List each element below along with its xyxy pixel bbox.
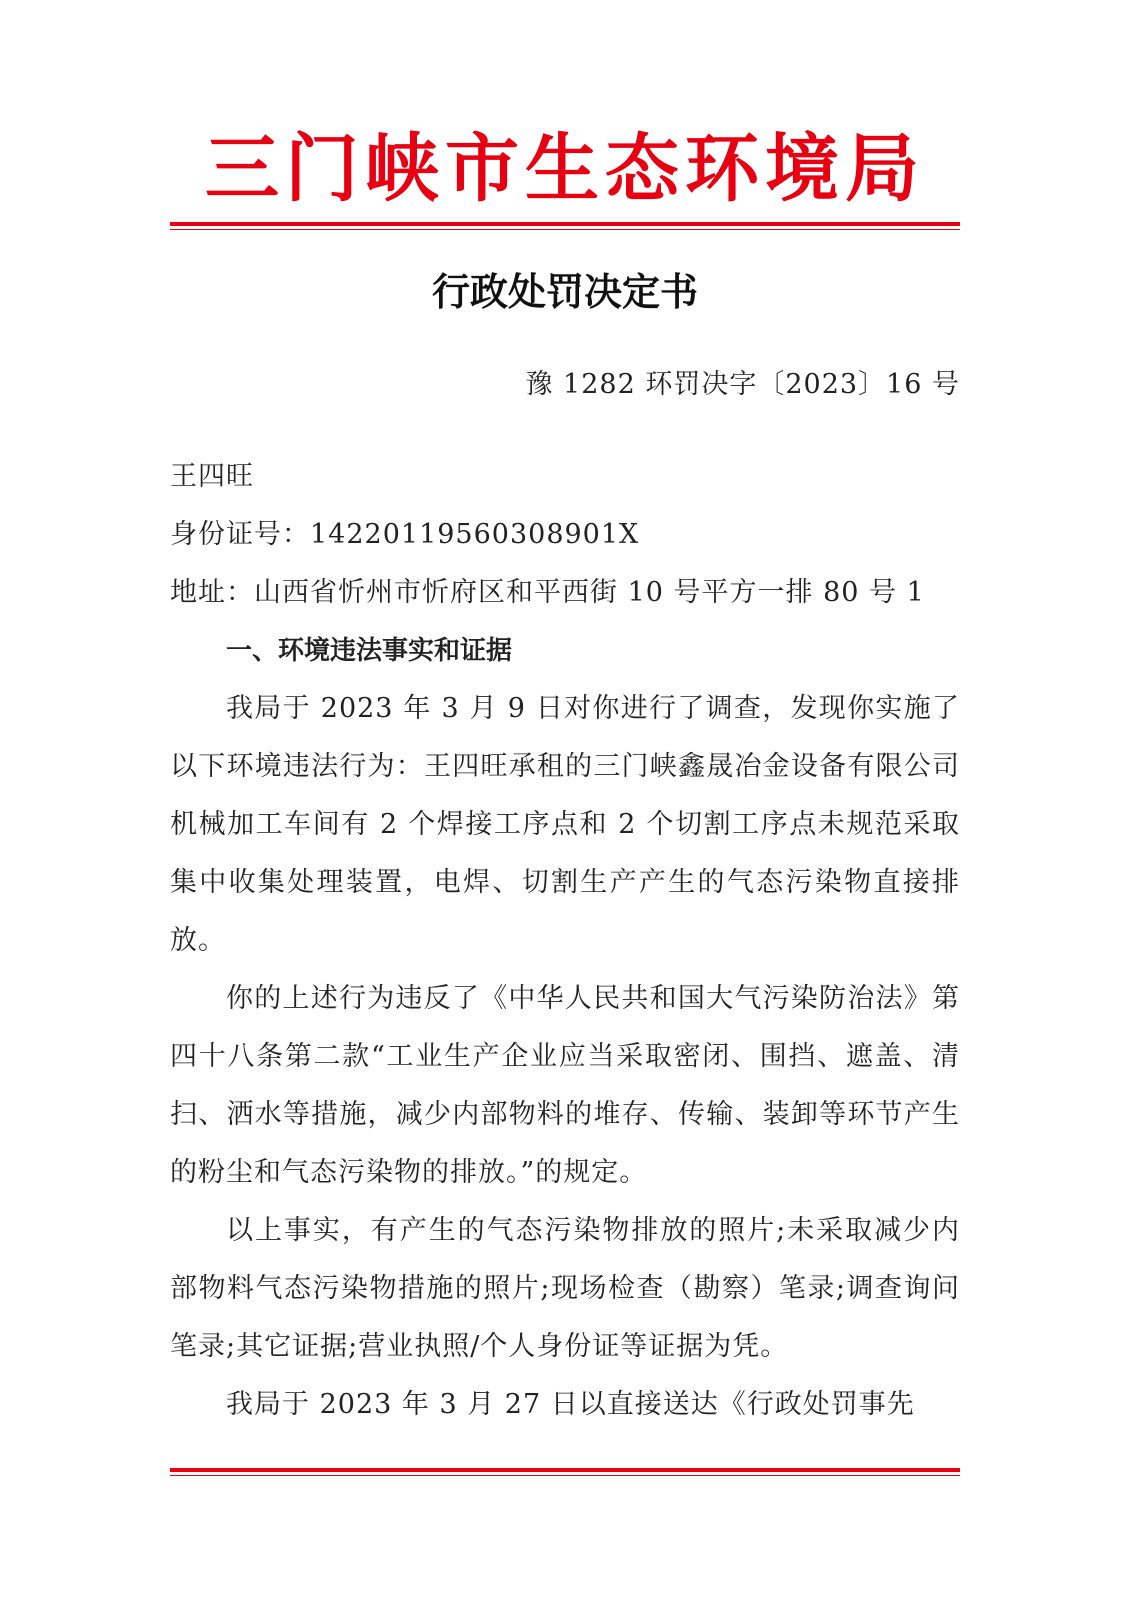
issuing-authority-masthead: 三门峡市生态环境局: [205, 126, 925, 212]
paragraph-evidence: 以上事实，有产生的气态污染物排放的照片;未采取减少内部物料气态污染物措施的照片;现场检查（勘察）笔录;调查询问笔录;其它证据;营业执照/个人身份证等证据为凭。: [170, 1215, 960, 1362]
document-body: [170, 448, 960, 1434]
footer-divider: [170, 1468, 960, 1476]
paragraph-notice: 我局于 2023 年 3 月 27 日以直接送达《行政处罚事先: [226, 1389, 915, 1420]
document-number: 豫 1282 环罚决字〔2023〕16 号: [525, 369, 960, 400]
section-heading: 一、环境违法事实和证据: [226, 636, 513, 666]
document-title: 行政处罚决定书: [431, 269, 698, 314]
paragraph-violation: 你的上述行为违反了《中华人民共和国大气污染防治法》第四十八条第二款“工业生产企业应当采取密闭、围挡、遮盖、清扫、洒水等措施，减少内部物料的堆存、传输、装卸等环节产生的粉尘和气态污染物的排放。”的规定。: [170, 983, 960, 1188]
party-id-number: 身份证号：14220119560308901X: [170, 519, 640, 550]
party-address: 地址：山西省忻州市忻府区和平西街 10 号平方一排 80 号 1: [170, 577, 925, 608]
party-name: 王四旺: [170, 461, 254, 492]
masthead-divider: [170, 222, 960, 230]
paragraph-investigation: 我局于 2023 年 3 月 9 日对你进行了调查，发现你实施了以下环境违法行为：王四旺承租的三门峡鑫晟冶金设备有限公司机械加工车间有 2 个焊接工序点和 2 个切割工序点未规范采取集中收集处理装置，电焊、切割生产产生的气态污染物直接排放。: [170, 693, 960, 956]
